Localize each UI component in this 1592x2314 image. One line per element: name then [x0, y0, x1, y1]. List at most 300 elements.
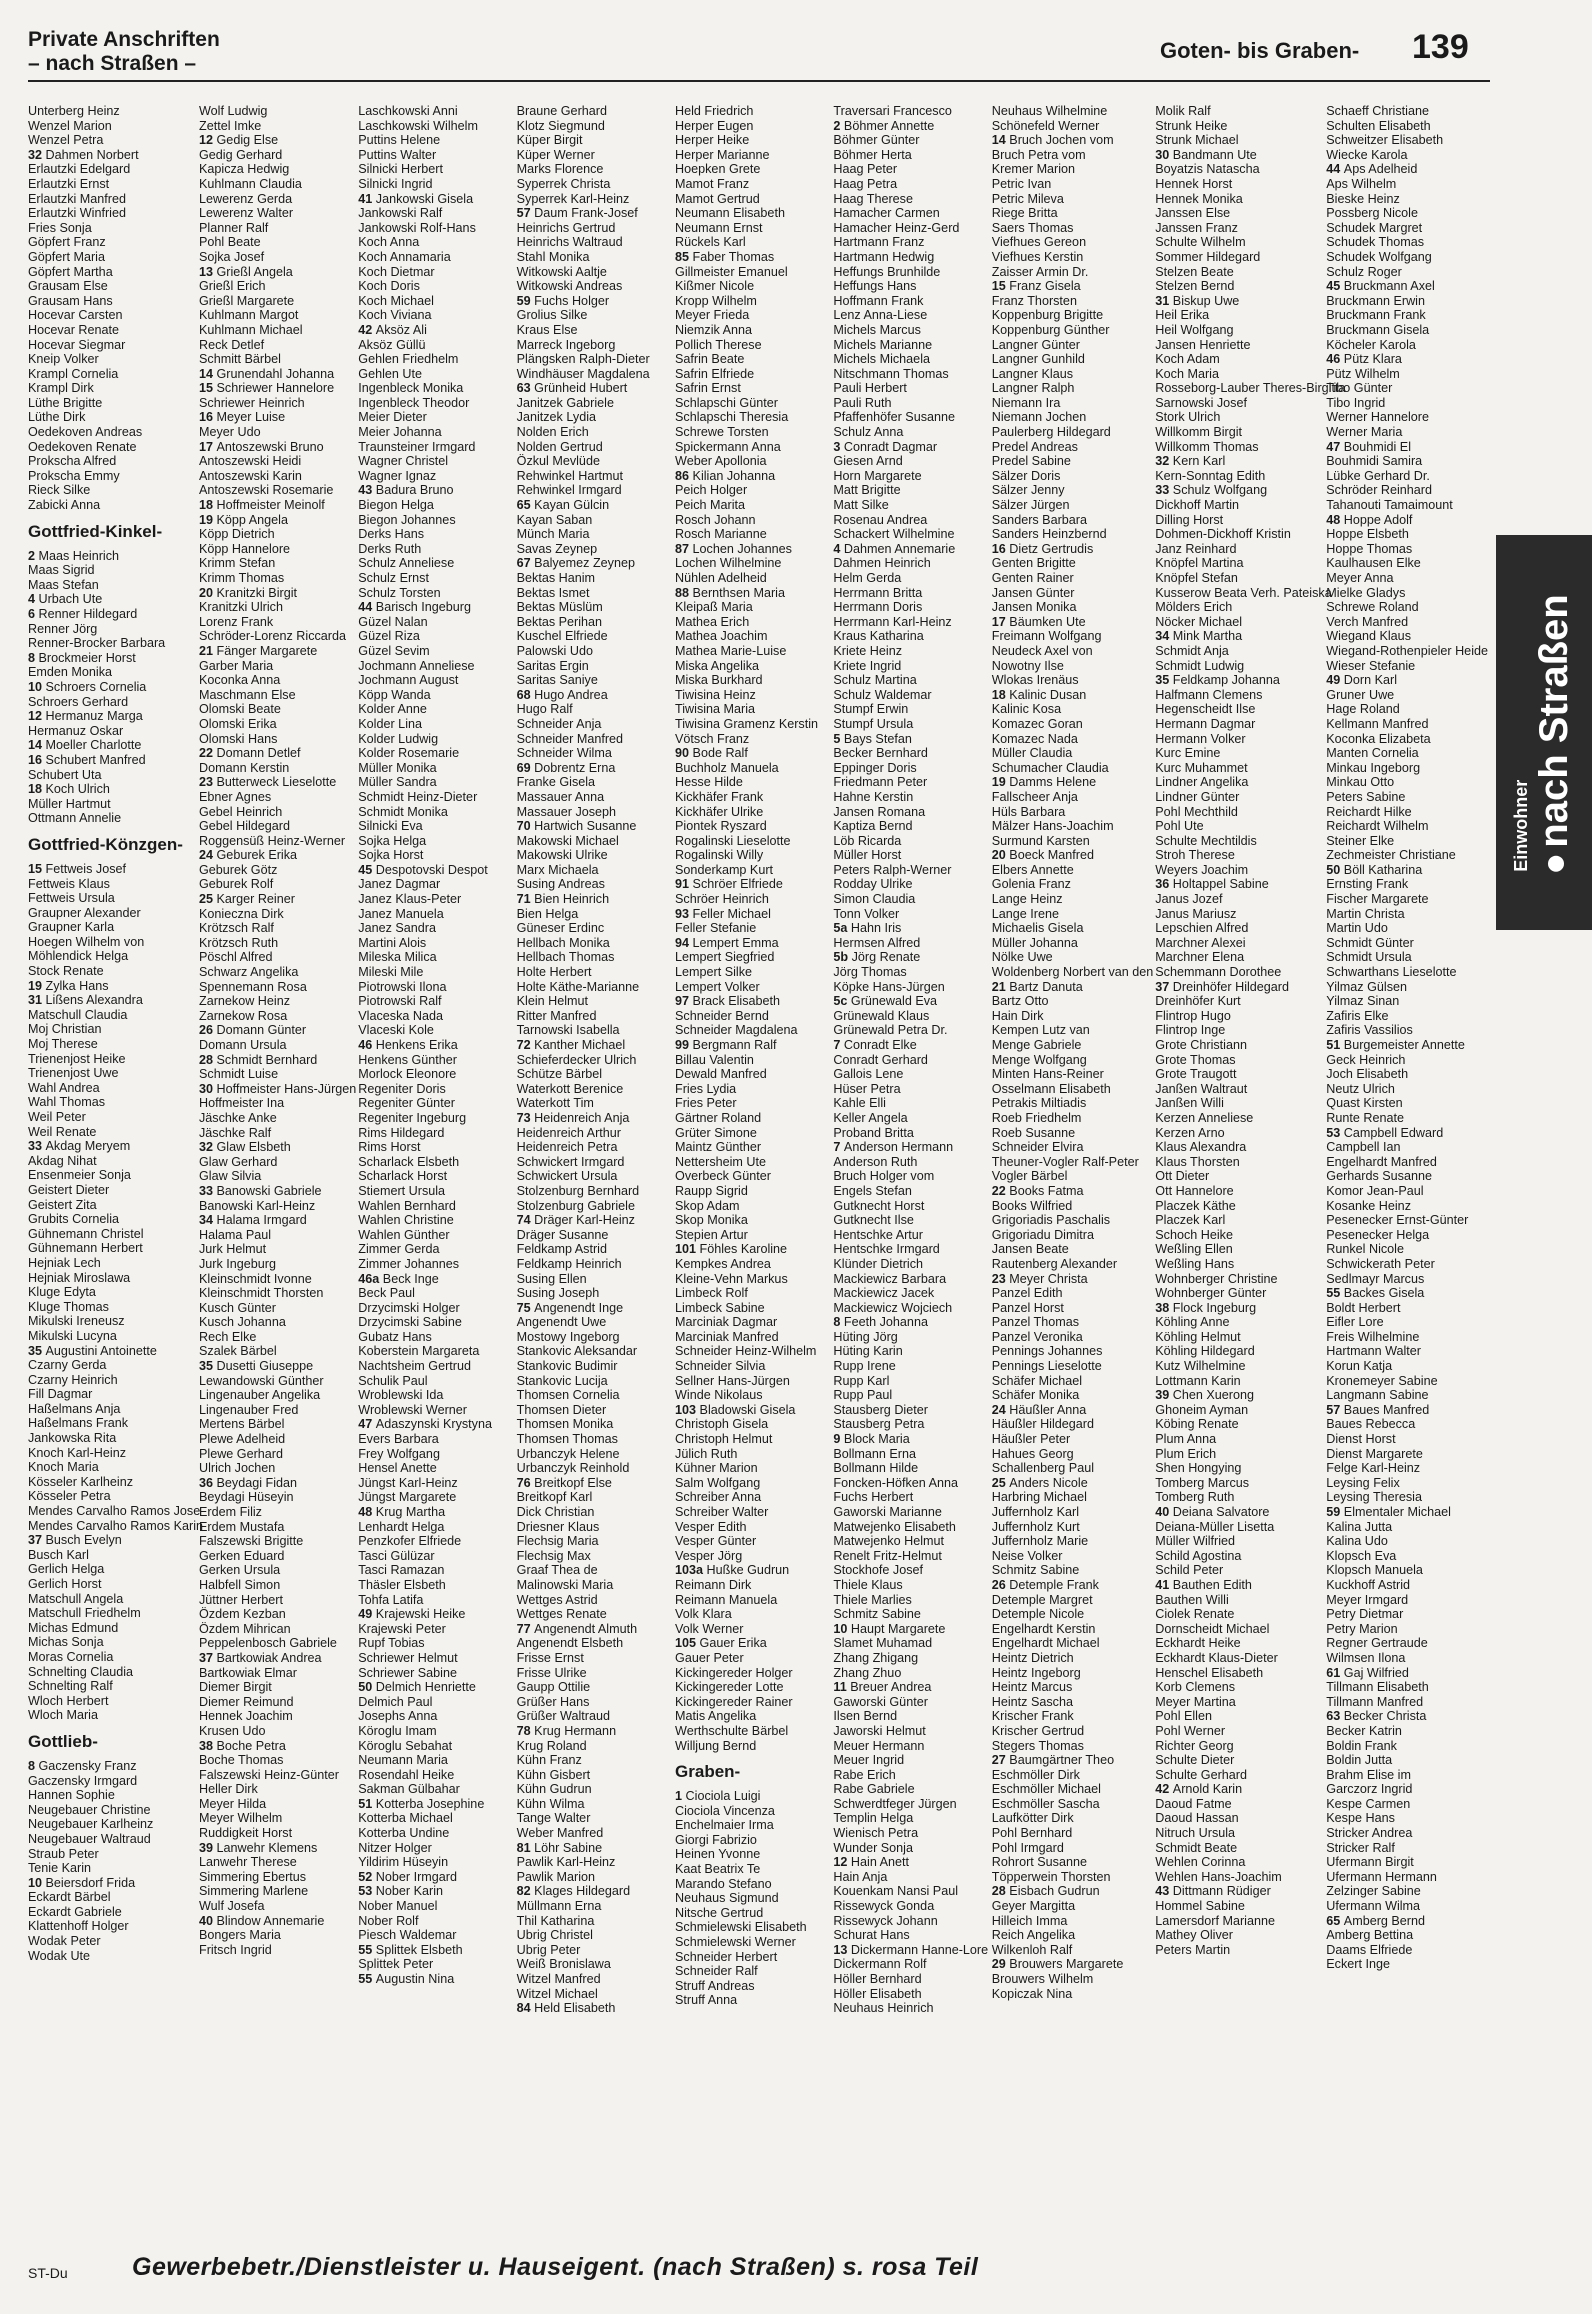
house-number: 48: [358, 1505, 376, 1519]
resident-entry: Rodday Ulrike: [833, 877, 913, 892]
resident-entry: Rosseborg-Lauber Theres-Birgitta: [1155, 381, 1346, 396]
resident-entry: Schmitt Bärbel: [199, 352, 281, 367]
resident-entry: Herrmann Karl-Heinz: [833, 614, 952, 629]
resident-entry: Hamacher Heinz-Gerd: [833, 220, 960, 235]
resident-entry: Ebner Agnes: [199, 789, 272, 804]
house-number: 12: [833, 1855, 851, 1870]
resident-entry: Schriewer Heinrich: [199, 395, 305, 410]
resident-entry: Kaulhausen Elke: [1326, 556, 1421, 571]
resident-entry: Gaupp Ottilie: [516, 1680, 591, 1695]
resident-entry: Neutz Ulrich: [1326, 1081, 1395, 1096]
resident-entry: Müller Johanna: [991, 935, 1078, 950]
resident-entry: Volk Klara: [675, 1607, 732, 1622]
resident-entry: Jansen Günter: [991, 585, 1075, 600]
resident-entry: Joch Elisabeth: [1326, 1067, 1409, 1082]
resident-entry: Straub Peter: [28, 1846, 99, 1861]
resident-entry: Neumann Maria: [358, 1753, 448, 1768]
house-number: 5b: [833, 950, 852, 965]
house-number: 84: [516, 2001, 535, 2016]
resident-entry: Skop Monika: [675, 1213, 748, 1228]
resident-entry: Hentschke Artur: [833, 1227, 924, 1242]
resident-entry: Kriete Heinz: [833, 643, 903, 658]
resident-entry: Janez Dagmar: [358, 877, 441, 892]
resident-entry: Nettersheim Ute: [675, 1154, 767, 1169]
resident-entry: Koch Maria: [1155, 366, 1219, 381]
resident-entry: 4 Dahmen Annemarie: [833, 541, 956, 556]
resident-entry: Heidenreich Petra: [516, 1140, 618, 1155]
resident-entry: Kusserow Beata Verh. Pateiska: [1155, 585, 1332, 600]
house-number: 69: [516, 760, 535, 775]
resident-entry: Ernsting Frank: [1326, 877, 1409, 892]
resident-entry: Renelt Fritz-Helmut: [833, 1548, 942, 1563]
house-number: 39: [199, 1840, 217, 1855]
resident-entry: Maas Stefan: [28, 577, 99, 592]
resident-entry: Kleinschmidt Ivonne: [199, 1271, 312, 1286]
resident-entry: Zarnekow Rosa: [199, 1008, 288, 1023]
resident-entry: 1 Ciociola Luigi: [675, 1789, 761, 1804]
resident-entry: 76 Breitkopf Else: [516, 1475, 612, 1490]
footer-note: Gewerbebetr./Dienstleister u. Hauseigent. (nach Straßen) s. rosa Teil: [132, 2253, 979, 2281]
resident-entry: Schulte Mechtildis: [1155, 833, 1257, 848]
resident-entry: Wenzel Marion: [28, 118, 112, 133]
house-number: 21: [991, 979, 1010, 994]
resident-entry: Jörg Thomas: [833, 965, 907, 980]
resident-entry: Reichardt Wilhelm: [1326, 819, 1429, 834]
resident-entry: Detemple Margret: [991, 1592, 1093, 1607]
resident-entry: Nolden Erich: [516, 425, 589, 440]
resident-entry: Matschull Angela: [28, 1591, 124, 1606]
house-number: 23: [991, 1271, 1010, 1286]
resident-entry: 8 Feeth Johanna: [833, 1315, 928, 1330]
resident-entry: Martin Udo: [1326, 921, 1388, 936]
resident-entry: Schmidt Ludwig: [1155, 658, 1245, 673]
house-number: 17: [199, 439, 217, 454]
resident-entry: Dienst Horst: [1326, 1432, 1396, 1447]
resident-entry: Stepien Artur: [675, 1227, 748, 1242]
resident-entry: Schneider Wilma: [516, 746, 612, 761]
resident-entry: 19 Zylka Hans: [28, 978, 109, 993]
resident-entry: Lempert Siegfried: [675, 950, 775, 965]
house-number: 15: [199, 381, 217, 396]
resident-entry: Grüßer Hans: [516, 1694, 590, 1709]
resident-entry: Hejniak Miroslawa: [28, 1270, 131, 1285]
resident-entry: Panzel Veronika: [991, 1329, 1083, 1344]
street-heading: Gottfried-Könzgen-: [28, 834, 183, 854]
house-number: 37: [1155, 979, 1173, 994]
resident-entry: Kolder Anne: [358, 702, 427, 717]
resident-entry: 19 Damms Helene: [991, 775, 1097, 790]
resident-entry: Schrewe Roland: [1326, 600, 1419, 615]
resident-entry: Wahlen Christine: [358, 1213, 454, 1228]
resident-entry: Ghoneim Ayman: [1155, 1402, 1249, 1417]
resident-entry: Wahlen Günther: [358, 1227, 450, 1242]
resident-entry: Janus Jozef: [1155, 892, 1223, 907]
resident-entry: Wroblewski Werner: [358, 1402, 467, 1417]
house-number: 10: [833, 1621, 851, 1636]
resident-entry: Rautenberg Alexander: [991, 1256, 1118, 1271]
resident-entry: Dilling Horst: [1155, 512, 1224, 527]
resident-entry: Limbeck Rolf: [675, 1286, 748, 1301]
resident-entry: 20 Kranitzki Birgit: [199, 585, 297, 600]
resident-entry: Grünewald Petra Dr.: [833, 1023, 948, 1038]
resident-entry: 43 Dittmann Rüdiger: [1155, 1884, 1271, 1899]
resident-entry: Krusen Udo: [199, 1723, 266, 1738]
resident-entry: Dickhoff Martin: [1155, 498, 1240, 513]
resident-entry: Emden Monika: [28, 665, 112, 680]
house-number: 5: [833, 731, 844, 746]
directory-column: [517, 104, 673, 2212]
resident-entry: Lübke Gerhard Dr.: [1326, 468, 1430, 483]
resident-entry: Schneider Elvira: [991, 1140, 1084, 1155]
resident-entry: 8 Gaczensky Franz: [28, 1758, 137, 1773]
house-number: 45: [1326, 279, 1344, 294]
resident-entry: Nölke Uwe: [991, 950, 1053, 965]
house-number: 25: [199, 892, 217, 907]
resident-entry: Hain Anja: [833, 1869, 888, 1884]
resident-entry: 15 Schriewer Hannelore: [199, 381, 335, 396]
resident-entry: Ubrig Christel: [516, 1928, 593, 1943]
resident-entry: 59 Fuchs Holger: [516, 293, 610, 308]
resident-entry: Neugebauer Christine: [28, 1802, 151, 1817]
resident-entry: Münch Maria: [516, 527, 590, 542]
resident-entry: Löb Ricarda: [833, 833, 902, 848]
house-number: 86: [675, 468, 693, 483]
resident-entry: Foncken-Höfken Anna: [833, 1475, 959, 1490]
resident-entry: 75 Angenendt Inge: [516, 1300, 624, 1315]
resident-entry: Hahne Kerstin: [833, 789, 914, 804]
resident-entry: Hocevar Carsten: [28, 308, 123, 323]
resident-entry: Erlautzki Manfred: [28, 191, 126, 206]
resident-entry: Wagner Christel: [358, 454, 449, 469]
house-number: 44: [1326, 162, 1344, 177]
resident-entry: Mackiewicz Jacek: [833, 1286, 935, 1301]
house-number: 11: [833, 1680, 851, 1695]
resident-entry: Klopsch Manuela: [1326, 1563, 1423, 1578]
resident-entry: Klünder Dietrich: [833, 1256, 924, 1271]
resident-entry: Schulz Ernst: [358, 571, 429, 585]
resident-entry: 67 Balyemez Zeynep: [516, 556, 635, 571]
house-number: 16: [199, 410, 217, 425]
directory-column: [675, 104, 831, 2212]
resident-entry: Komor Jean-Paul: [1326, 1183, 1424, 1198]
resident-entry: Drzycimski Sabine: [358, 1315, 462, 1330]
resident-entry: Horn Margarete: [833, 468, 922, 483]
resident-entry: Traversari Francesco: [833, 104, 952, 118]
resident-entry: Piesch Waldemar: [358, 1928, 457, 1943]
resident-entry: Erlautzki Edelgard: [28, 162, 131, 177]
resident-entry: Safrin Beate: [675, 352, 745, 367]
resident-entry: Kühn Gudrun: [516, 1782, 592, 1797]
resident-entry: Franz Thorsten: [991, 293, 1077, 308]
resident-entry: Grigoriadis Paschalis: [991, 1213, 1111, 1228]
resident-entry: Weil Peter: [28, 1110, 86, 1124]
resident-entry: Neuhaus Sigmund: [675, 1891, 779, 1906]
resident-entry: Niemann Ira: [991, 395, 1061, 410]
resident-entry: Wilmsen Ilona: [1326, 1650, 1406, 1665]
resident-entry: Stankovic Lucija: [516, 1373, 608, 1388]
resident-entry: Menge Gabriele: [991, 1038, 1082, 1052]
resident-entry: Peich Marita: [675, 498, 746, 513]
resident-entry: Zettel Imke: [199, 118, 262, 133]
house-number: 63: [516, 381, 535, 396]
resident-entry: Mathey Oliver: [1155, 1928, 1233, 1943]
resident-entry: Sakman Gülbahar: [358, 1782, 460, 1797]
resident-entry: Antoszewski Rosemarie: [199, 483, 334, 498]
resident-entry: Gedig Gerhard: [199, 147, 283, 162]
resident-entry: Petric Mileva: [991, 191, 1064, 206]
house-number: 31: [28, 993, 46, 1008]
resident-entry: 17 Antoszewski Bruno: [199, 439, 324, 454]
resident-entry: 45 Bruckmann Axel: [1326, 279, 1435, 294]
resident-entry: Böhmer Herta: [833, 147, 912, 162]
resident-entry: Kolder Lina: [358, 716, 422, 731]
resident-entry: Kurc Emine: [1155, 746, 1221, 761]
resident-entry: Placzek Käthe: [1155, 1198, 1236, 1213]
resident-entry: Maas Sigrid: [28, 563, 95, 578]
resident-entry: Holte Herbert: [516, 965, 592, 980]
resident-entry: Thomsen Cornelia: [516, 1388, 620, 1403]
resident-entry: Ottmann Annelie: [28, 811, 122, 826]
resident-entry: Hüting Karin: [833, 1344, 903, 1359]
resident-entry: 22 Domann Detlef: [199, 746, 301, 761]
resident-entry: Mathea Marie-Luise: [675, 643, 787, 658]
resident-entry: Janssen Franz: [1155, 220, 1238, 235]
resident-entry: Bollmann Hilde: [833, 1461, 919, 1476]
section-title: [28, 28, 220, 76]
house-number: 15: [991, 279, 1010, 294]
resident-entry: Brouwers Wilhelm: [991, 1972, 1094, 1986]
resident-entry: Dohmen-Dickhoff Kristin: [1155, 527, 1291, 542]
resident-entry: Vötsch Franz: [675, 731, 750, 746]
resident-entry: Roeb Friedhelm: [991, 1110, 1082, 1125]
resident-entry: Pfaffenhöfer Susanne: [833, 410, 956, 425]
resident-entry: Werthschulte Bärbel: [675, 1723, 789, 1738]
resident-entry: Rupp Irene: [833, 1359, 896, 1374]
resident-entry: Bektas Ismet: [516, 585, 590, 600]
resident-entry: 47 Bouhmidi El: [1326, 439, 1411, 454]
resident-entry: Janitzek Lydia: [516, 410, 596, 425]
resident-entry: Mielke Gladys: [1326, 585, 1406, 600]
resident-entry: Krimm Stefan: [199, 556, 276, 571]
house-number: 21: [199, 643, 217, 658]
resident-entry: Bektas Hanim: [516, 571, 596, 585]
resident-entry: Maintz Günther: [675, 1140, 762, 1155]
resident-entry: Thomsen Dieter: [516, 1402, 607, 1417]
resident-entry: Jäschke Ralf: [199, 1125, 272, 1140]
resident-entry: Willkomm Birgit: [1155, 425, 1243, 440]
resident-entry: Falszewski Brigitte: [199, 1534, 304, 1549]
resident-entry: Moras Cornelia: [28, 1649, 114, 1664]
resident-entry: Erdem Mustafa: [199, 1519, 285, 1534]
resident-entry: Giesen Arnd: [833, 454, 903, 469]
resident-entry: Herper Marianne: [675, 147, 770, 162]
resident-entry: Jurk Ingeburg: [199, 1256, 277, 1271]
resident-entry: 27 Baumgärtner Theo: [991, 1753, 1115, 1768]
house-number: 12: [199, 133, 217, 148]
resident-entry: 12 Hain Anett: [833, 1855, 910, 1870]
resident-entry: Krampl Dirk: [28, 381, 94, 396]
resident-entry: Kickhäfer Frank: [675, 789, 764, 804]
resident-entry: 53 Nober Karin: [358, 1884, 443, 1899]
resident-entry: Manten Cornelia: [1326, 746, 1419, 761]
resident-entry: Pesenecker Ernst-Günter: [1326, 1213, 1469, 1228]
resident-entry: Wehlen Hans-Joachim: [1155, 1869, 1282, 1884]
resident-entry: Sedlmayr Marcus: [1326, 1271, 1425, 1286]
resident-entry: Schulz Martina: [833, 673, 917, 688]
resident-entry: Pohl Bernhard: [991, 1826, 1073, 1841]
resident-entry: Janßen Waltraut: [1155, 1081, 1248, 1096]
resident-entry: Possberg Nicole: [1326, 206, 1418, 221]
house-number: 55: [358, 1942, 376, 1957]
resident-entry: Rieck Silke: [28, 483, 91, 498]
resident-entry: Janßen Willi: [1155, 1096, 1224, 1111]
resident-entry: Hennek Joachim: [199, 1709, 293, 1724]
resident-entry: 9 Block Maria: [833, 1432, 910, 1447]
resident-entry: Kerzen Anneliese: [1155, 1110, 1254, 1125]
resident-entry: Jansen Henriette: [1155, 337, 1251, 352]
resident-entry: Schulz Waldemar: [833, 687, 932, 702]
resident-entry: 12 Hermanuz Marga: [28, 709, 143, 724]
resident-entry: Lüthe Dirk: [28, 410, 86, 425]
resident-entry: 105 Gauer Erika: [675, 1636, 767, 1651]
resident-entry: Spennemann Rosa: [199, 979, 307, 994]
resident-entry: Jankowski Rolf-Hans: [358, 220, 476, 235]
house-number: 48: [1326, 512, 1344, 527]
resident-entry: Schneider Ralf: [675, 1964, 758, 1979]
resident-entry: Lange Irene: [991, 906, 1060, 921]
house-number: 53: [358, 1884, 376, 1899]
resident-entry: Schwarthans Lieselotte: [1326, 965, 1457, 980]
resident-entry: Billau Valentin: [675, 1052, 754, 1067]
resident-entry: Pawlik Marion: [516, 1869, 596, 1884]
house-number: 15: [28, 861, 46, 876]
resident-entry: Hannen Sophie: [28, 1788, 115, 1803]
house-number: 13: [833, 1942, 851, 1957]
resident-entry: Meyer Udo: [199, 425, 261, 440]
resident-entry: Simon Claudia: [833, 892, 916, 907]
house-number: 17: [991, 614, 1010, 629]
resident-entry: Böhmer Günter: [833, 133, 920, 148]
resident-entry: Schwickerath Peter: [1326, 1256, 1435, 1271]
resident-entry: Rims Hildegard: [358, 1125, 445, 1140]
resident-entry: 69 Dobrentz Erna: [516, 760, 616, 775]
house-number: 18: [28, 782, 46, 797]
resident-entry: 44 Aps Adelheid: [1326, 162, 1418, 177]
resident-entry: Kusch Johanna: [199, 1315, 286, 1330]
resident-entry: Franke Gisela: [516, 775, 596, 790]
resident-entry: Jansen Romana: [833, 804, 926, 819]
resident-entry: Kickingereder Rainer: [675, 1694, 793, 1709]
resident-entry: Rupp Karl: [833, 1373, 890, 1388]
resident-entry: Puttins Walter: [358, 147, 437, 162]
resident-entry: Christoph Gisela: [675, 1417, 769, 1432]
resident-entry: 73 Heidenreich Anja: [516, 1110, 630, 1125]
street-heading: Gottlieb-: [28, 1731, 98, 1751]
resident-entry: Schulte Wilhelm: [1155, 235, 1246, 250]
resident-entry: Köhling Hildegard: [1155, 1344, 1255, 1359]
resident-entry: Schulz Roger: [1326, 264, 1402, 279]
resident-entry: Heller Dirk: [199, 1782, 258, 1797]
resident-entry: Mileska Milica: [358, 950, 437, 965]
resident-entry: Hellbach Thomas: [516, 950, 615, 965]
resident-entry: Kraus Else: [516, 322, 578, 337]
resident-entry: Stausberg Petra: [833, 1417, 925, 1432]
resident-entry: Plum Erich: [1155, 1446, 1217, 1461]
resident-entry: Marchner Alexei: [1155, 935, 1246, 950]
resident-entry: Schallenberg Paul: [991, 1461, 1095, 1476]
resident-entry: Ciociola Vincenza: [675, 1803, 775, 1818]
resident-entry: Häußler Hildegard: [991, 1417, 1094, 1432]
resident-entry: Mackiewicz Barbara: [833, 1271, 947, 1286]
house-number: 49: [1326, 673, 1344, 688]
resident-entry: Gerlich Helga: [28, 1562, 105, 1577]
directory-columns: [28, 104, 1490, 2212]
resident-entry: Keller Angela: [833, 1110, 908, 1125]
resident-entry: Schmidt Ursula: [1326, 950, 1412, 965]
resident-entry: Krischer Gertrud: [991, 1723, 1085, 1738]
resident-entry: Köhling Helmut: [1155, 1329, 1241, 1344]
resident-entry: Häußler Peter: [991, 1432, 1071, 1447]
resident-entry: Beck Paul: [358, 1286, 415, 1301]
resident-entry: Wilkenloh Ralf: [991, 1942, 1073, 1957]
resident-entry: Ott Dieter: [1155, 1169, 1210, 1184]
house-number: 93: [675, 906, 693, 921]
house-number: 38: [199, 1738, 217, 1753]
resident-entry: Halfmann Clemens: [1155, 687, 1263, 702]
resident-entry: Herper Eugen: [675, 118, 754, 133]
resident-entry: Gallois Lene: [833, 1067, 904, 1082]
resident-entry: Plängsken Ralph-Dieter: [516, 352, 650, 367]
resident-entry: Nitschmann Thomas: [833, 366, 949, 381]
house-number: 55: [1326, 1286, 1344, 1301]
resident-entry: Witzel Michael: [516, 1986, 598, 2001]
resident-entry: Klotz Siegmund: [516, 118, 605, 133]
resident-entry: Heil Wolfgang: [1155, 322, 1234, 337]
resident-entry: 57 Daum Frank-Josef: [516, 206, 638, 221]
resident-entry: Vlaceska Nada: [358, 1008, 443, 1023]
resident-entry: Klein Helmut: [516, 994, 589, 1009]
resident-entry: Wunder Sonja: [833, 1840, 913, 1855]
resident-entry: Neumann Elisabeth: [675, 206, 785, 221]
resident-entry: Haag Peter: [833, 162, 898, 177]
resident-entry: 33 Schulz Wolfgang: [1155, 483, 1268, 498]
resident-entry: Garczorz Ingrid: [1326, 1782, 1413, 1797]
resident-entry: Boyatzis Natascha: [1155, 162, 1260, 177]
resident-entry: Raupp Sigrid: [675, 1183, 748, 1198]
resident-entry: Schröder-Lorenz Riccarda: [199, 629, 346, 644]
resident-entry: Czarny Heinrich: [28, 1372, 118, 1387]
resident-entry: Amberg Bettina: [1326, 1928, 1414, 1943]
resident-entry: Wehlen Corinna: [1155, 1855, 1246, 1870]
resident-entry: Meyer Frieda: [675, 308, 750, 323]
resident-entry: Hentschke Irmgard: [833, 1242, 940, 1257]
house-number: 45: [358, 862, 376, 877]
resident-entry: Zafiris Vassilios: [1326, 1023, 1413, 1038]
resident-entry: Wodak Peter: [28, 1934, 101, 1949]
resident-entry: Müller Sandra: [358, 775, 437, 790]
house-number: 24: [991, 1402, 1010, 1417]
section-tab-line1: Einwohner: [1511, 779, 1531, 872]
resident-entry: 40 Blindow Annemarie: [199, 1913, 325, 1928]
resident-entry: Juffernholz Marie: [991, 1534, 1089, 1549]
resident-entry: Runte Renate: [1326, 1110, 1404, 1125]
resident-entry: Simmering Marlene: [199, 1884, 309, 1899]
resident-entry: Krug Roland: [516, 1738, 587, 1753]
resident-entry: Reich Angelika: [991, 1928, 1076, 1943]
resident-entry: 10 Schroers Cornelia: [28, 679, 147, 694]
resident-entry: Sojka Horst: [358, 848, 424, 863]
resident-entry: Kösseler Karlheinz: [28, 1474, 133, 1489]
